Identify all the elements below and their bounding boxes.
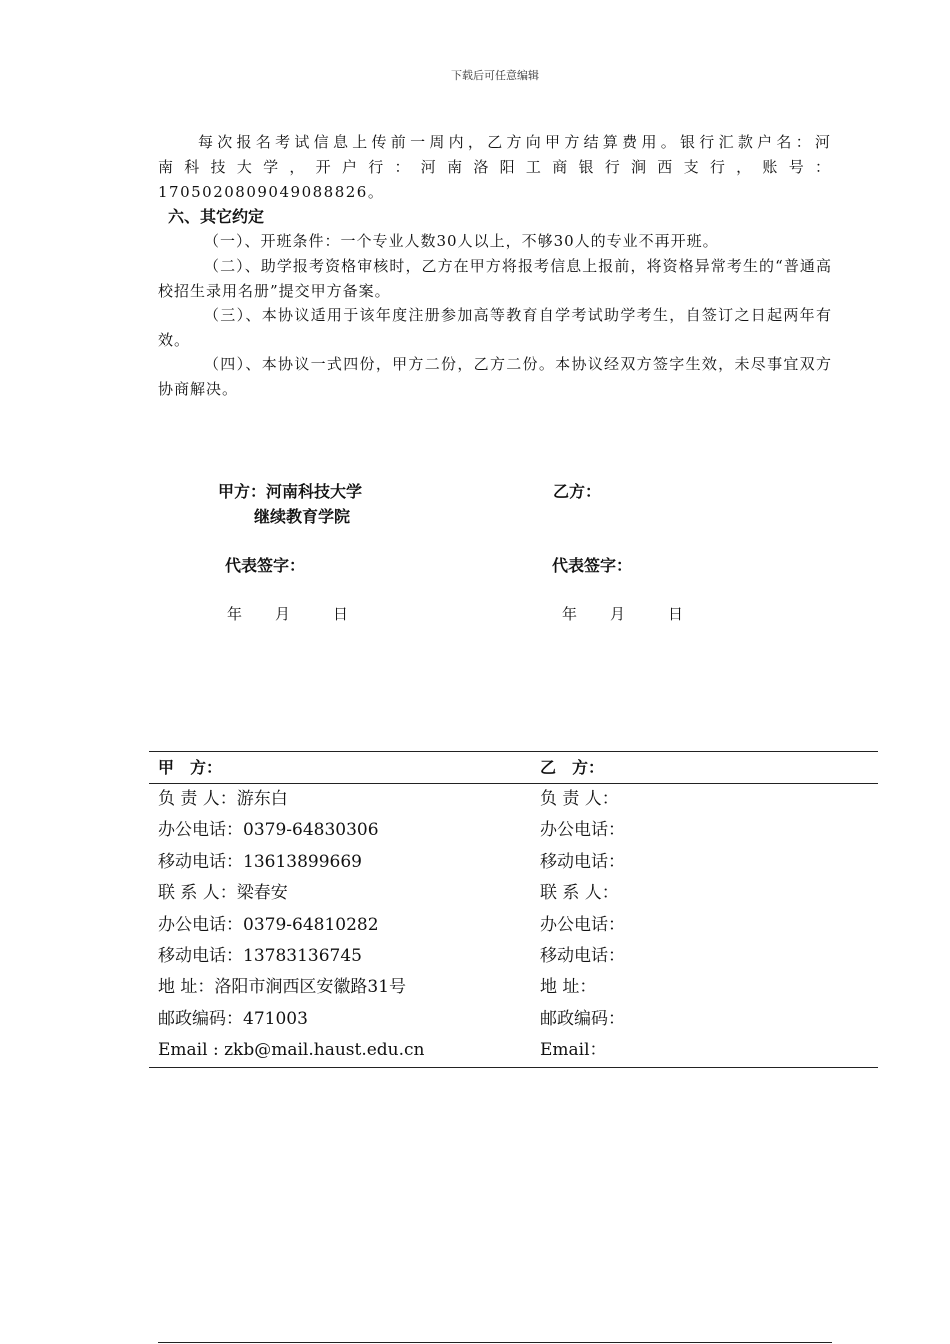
- party-b-cell: 办公电话：: [540, 820, 625, 841]
- table-row: [149, 910, 878, 941]
- party-b-cell: 邮政编码：: [540, 1008, 625, 1029]
- date-year: 年: [562, 605, 578, 623]
- party-b-cell: 移动电话：: [540, 851, 625, 872]
- date-year: 年: [227, 605, 243, 623]
- party-b-cell: 负 责 人：: [540, 789, 619, 809]
- contact-table: [149, 751, 878, 1068]
- table-row: [149, 878, 878, 909]
- clause-1: （一）、开班条件：一个专业人数30人以上，不够30人的专业不再开班。: [204, 232, 719, 250]
- table-row: [149, 1004, 878, 1035]
- payment-line-3: 1705020809049088826。: [158, 183, 385, 201]
- party-a-cell: 移动电话：13613899669: [158, 851, 362, 872]
- date-line-a: [227, 603, 348, 624]
- party-a-label: 甲方：河南科技大学: [218, 482, 363, 501]
- date-month: 月: [275, 605, 291, 623]
- footer-rule: [158, 1342, 832, 1343]
- party-a-cell: 移动电话：13783136745: [158, 945, 362, 966]
- party-b-head: 乙 方：: [540, 758, 605, 777]
- payment-line-1: 每次报名考试信息上传前一周内，乙方向甲方结算费用。银行汇款户名：河: [198, 133, 832, 151]
- party-b-cell: 移动电话：: [540, 945, 625, 966]
- payment-line-2: 南科技大学，开户行：河南洛阳工商银行涧西支行，账号：: [158, 158, 832, 176]
- contact-table-header: [149, 752, 878, 784]
- header-note: 下载后可任意编辑: [451, 69, 539, 82]
- party-a-cell: 办公电话：0379-64830306: [158, 820, 379, 841]
- table-row: [149, 847, 878, 878]
- clause-3: （三）、本协议适用于该年度注册参加高等教育自学考试助学考生，自签订之日起两年有效。: [158, 306, 832, 349]
- rep-sign-b: 代表签字：: [552, 556, 633, 575]
- table-row: [149, 784, 878, 815]
- party-a-cell: 负 责 人：游东白: [158, 789, 288, 809]
- party-b-label: 乙方：: [553, 482, 602, 501]
- date-line-b: [562, 603, 683, 624]
- clause-4: （四）、本协议一式四份，甲方二份，乙方二份。本协议经双方签字生效，未尽事宜双方协商解决。: [158, 355, 832, 398]
- party-b-cell: Email：: [540, 1040, 607, 1061]
- rep-sign-a: 代表签字：: [225, 556, 306, 575]
- date-day: 日: [333, 605, 349, 623]
- date-day: 日: [668, 605, 684, 623]
- clause-2: （二）、助学报考资格审核时，乙方在甲方将报考信息上报前，将资格异常考生的“普通高校招生录用名册”提交甲方备案。: [158, 257, 832, 300]
- table-row: [149, 941, 878, 972]
- party-a-head: 甲 方：: [158, 758, 223, 777]
- party-b-cell: 办公电话：: [540, 914, 625, 935]
- table-row: [149, 815, 878, 846]
- party-a-cell: Email : zkb@mail.haust.edu.cn: [158, 1040, 425, 1061]
- party-a-cell: 地 址：洛阳市涧西区安徽路31号: [158, 977, 407, 998]
- section-title: 六、其它约定: [168, 207, 265, 226]
- party-a-cell: 邮政编码：471003: [158, 1008, 308, 1029]
- party-a-cell: 办公电话：0379-64810282: [158, 914, 379, 935]
- party-b-cell: 地 址：: [540, 977, 597, 998]
- table-row: [149, 972, 878, 1003]
- party-a-cell: 联 系 人：梁春安: [158, 883, 288, 904]
- party-a-sub: 继续教育学院: [254, 507, 351, 526]
- date-month: 月: [610, 605, 626, 623]
- payment-paragraph: [158, 130, 832, 205]
- party-b-cell: 联 系 人：: [540, 883, 619, 904]
- table-row: [149, 1035, 878, 1066]
